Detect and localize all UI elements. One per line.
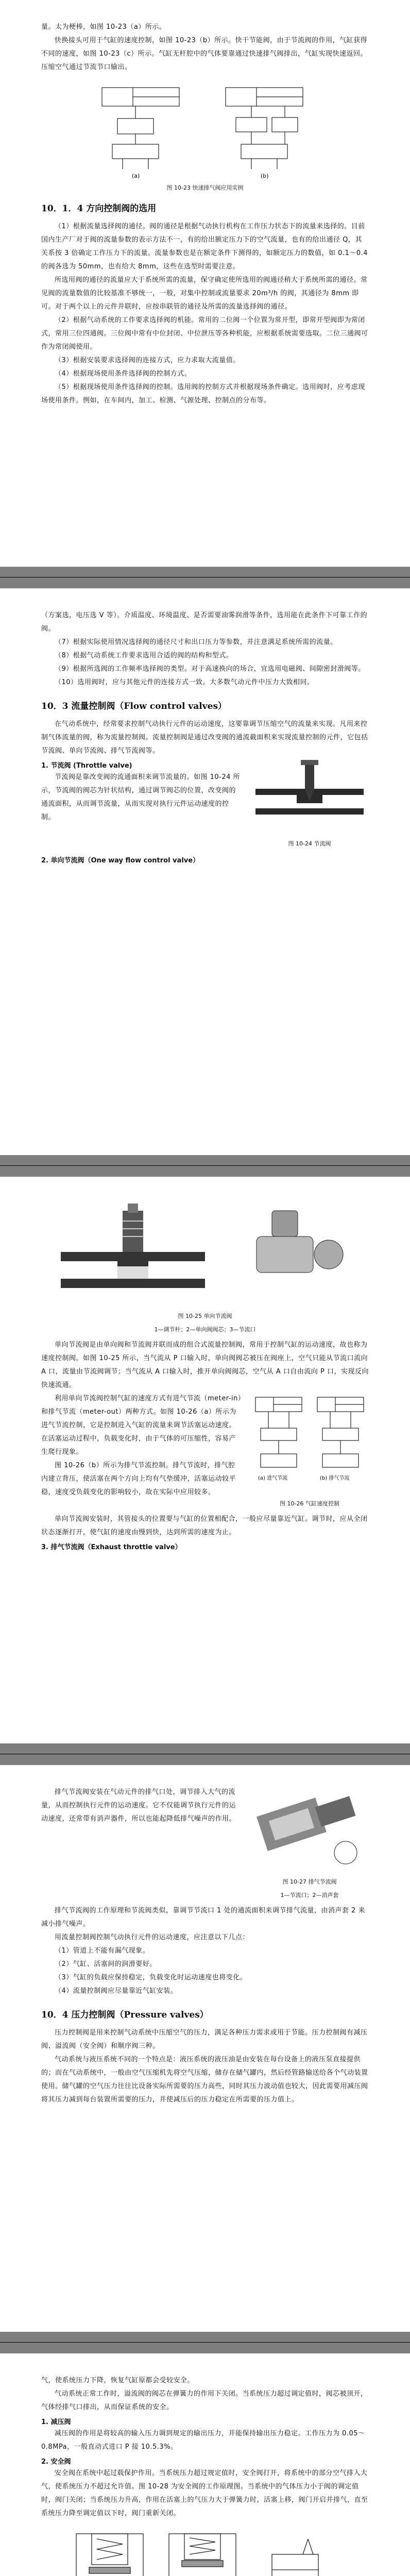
body-text: 利用单向节流阀控制气缸的速度方式有进气节流（meter-in）和排气节流（meter-out）两种方式。如图 10-26（a）所示为进气节流控制，它是控制进入气缸的流量来调节活塞运动速度。在活塞运动过程中，负载变化时，由于气体的可压缩性，容易产生爬行现象。 [41, 1395, 242, 1456]
body-text: 排气节流阀的工作原理和节流阀类似，靠调节节流口 1 处的通流面积来调节排气流量，由消声套 2 来减小排气噪声。 [41, 1907, 366, 1928]
figure-safety-valve [61, 2523, 349, 2576]
body-text: （8）根据气动系统工作要求选用合适的阀的结构和型式。 [55, 652, 233, 659]
safety-valve-diagram [61, 2523, 349, 2576]
body-text: 所选用阀的通径的流量应大于系统所需的流量，保守确定使所选用的阀通径稍大于系统所需的通径。常见阀的流量数值的比较基准不够统一，一般，对集中控制或流量要求 20m³/h 的阀，其通径为 8mm 即可。对于两个以上的元件并联时，应按串联管的通径及所需的流量选择阀的通径。 [41, 276, 368, 311]
body-text: （5）根据现场使用条件选择阀的控制。选用阀的控制方式并根据现场条件确定。选用阀时，应考虑现场使用条件。例如，在车间内，加工、检测、气源处理、控制点的分布等。 [41, 383, 365, 404]
body-text: （4）根据现场使用条件选择阀的控制方式。 [55, 370, 192, 378]
subsection-heading: 2. 单向节流阀（One way flow control valve） [41, 857, 200, 865]
page-2 [0, 588, 410, 1155]
fig-label-b: (b) 排气节流 [320, 1476, 350, 1481]
figure-caption: 图 10-27 排气节流阀 [282, 1878, 337, 1885]
body-text: 安全阀在系统中起过载保护作用。当系统压力超过规定值时，安全阀打开，将系统中的部分空气排入大气，使系统压力不超过允许值。图 10-28 为安全阀的工作原理图。当系统中的气体压力小于阀的调定值时，阀门关闭；当系统压力升高，作用在活塞上的气压力大于弹簧力时，活塞上移，阀门开启并排气，直至系统压力降至调定值以下时，阀门重新关闭。 [41, 2469, 368, 2517]
body-text: （方案选，电压选 V 等）。介质温度、环境温度、是否需要油雾润滑等条件，选用能在此条件下可靠工作的阀。 [41, 612, 368, 633]
page-1 [0, 0, 410, 567]
body-text: 气，使系统压力下降，恢复气缸原都会受较安全。 [41, 2377, 195, 2384]
figure-subcaption: 1—节流口；2—消声套 [280, 1892, 339, 1899]
body-text: 节流阀是靠改变阀的流通面积来调节流量的。如图 10-24 所示，节流阀的阀芯为针状结构，通过调节阀芯的位置，改变阀的通流面积，从而调节流量，从而实现对执行元件运动速度的控制。 [41, 773, 241, 821]
body-text: （2）根据气动系统的工作要求选择阀的机能。常用的二位阀一个位置为常开型，即常开型阀即为常闭式，常用三位四通阀。三位阀中常有中位封闭、中位泄压等各种机能，应根据系统需要选取。二位三通阀可作为常闭阀使用。 [41, 316, 368, 351]
subsection-heading: 2. 安全阀 [41, 2458, 71, 2466]
body-text: 压力控制阀是用来控制气动系统中压缩空气的压力，满足各种压力需求或用于节能。压力控制阀有减压阀、溢流阀（安全阀）和顺序阀三种。 [41, 2029, 368, 2050]
figure-quick-exhaust [87, 77, 323, 180]
body-text: 单向节流阀是由单向阀和节流阀并联而成的组合式流量控制阀，常用于控制气缸的运动速度，故也称为速度控制阀。如图 10-25 所示，当气流从 P 口输入时，单向阀阀芯被压在阀座上，空气只能从节流口流向 A 口，流量由节流阀调节；当气流从 A 口输入时，推开单向阀阀芯，空气从 A 口自由流向 P 口，实现反向快速流通。 [41, 1341, 369, 1389]
list-item: （4）流量控制阀应尽量靠近气缸安装。 [55, 1987, 178, 1995]
list-item: （2）气缸、活塞间的润滑要好。 [55, 1960, 157, 1968]
page-divider [0, 577, 410, 578]
page-3 [0, 1177, 410, 1743]
body-text: （1）根据流量选择阀的通径。阀的通径是根据气动执行机构在工作压力状态下的流量来选择的。目前国内生产厂对于阀的流量参数的表示方法不一，有的给出额定压力下的空气流量，也有的给出通径 Q，其关系按 3 倍确定工作压力下的流量。流量参数也是在额定条件下测得的，如额定压力的数值，如 0.1～0.4 的阀各选为 50mm，也有给大 8mm，这些在选型时需要注意。 [41, 223, 368, 270]
quick-exhaust-diagram [87, 77, 323, 180]
fig-label-b: (b) [261, 173, 269, 179]
body-text: 减压阀的作用是将较高的输入压力调到规定的输出压力，并能保持输出压力稳定。工作压力为 0.05～0.8MPa，一般直动式进口 P 接 10.5.3%。 [41, 2430, 365, 2451]
body-text: 用流量控制阀控制气动执行元件的运动速度，应注意以下几点： [55, 1934, 250, 1941]
text-figure-row [41, 758, 369, 853]
list-item: （1）管道上不能有漏气现象。 [55, 1947, 150, 1955]
subsection-heading: 1. 节流阀 (Throttle valve) [41, 762, 132, 770]
body-text: （7）根据实际使用情况选择阀的通径尺寸和出口压力等参数，并注意满足系统所需的流量。 [55, 638, 337, 646]
body-text: （10）选用阀时，应与其他元件的连接方式一致。大多数气动元件中压力大致相同。 [55, 679, 314, 686]
text-figure-row [41, 1786, 369, 1904]
body-text: 图 10-26（b）所示为排气节流控制。排气节流时，排气腔内建立背压，使活塞在两个方向上均有气垫缓冲，活塞运动较平稳，速度受负载变化的影响较小，故在实际中应用较多。 [41, 1462, 236, 1496]
body-text: 在气动系统中，经常要求控制气动执行元件的运动速度，这要靠调节压缩空气的流量来实现。凡用来控制气体流量的阀，称为流量控制阀。流量控制阀是通过改变阀的通流截面积来实现流量控制的元件，它包括节流阀、单向节流阀、排气节流阀等。 [41, 720, 368, 755]
figure-caption: 图 10-26 气缸速度控制 [280, 1500, 339, 1507]
section-heading: 10．1．4 方向控制阀的选用 [41, 204, 157, 214]
subsection-heading: 1. 减压阀 [41, 2418, 71, 2426]
cylinder-speed-diagram [250, 1392, 369, 1495]
figure-caption: 图 10-25 单向节流阀 [178, 1313, 232, 1319]
figure-caption: 图 10-23 快速排气阀应用实例 [166, 184, 244, 191]
fig-label-a: (a) 进气节流 [258, 1476, 288, 1481]
page-divider [0, 2342, 410, 2343]
list-item: （3）气缸的负载应保持稳定，负载变化时运动速度也将变化。 [55, 1974, 247, 1981]
body-text: 量。太为梗棒，如图 10-23（a）所示。 [41, 23, 166, 31]
one-way-throttle-diagram [50, 1200, 360, 1309]
section-heading: 10．3 流量控制阀（Flow control valves） [41, 701, 227, 711]
text-figure-row [41, 1392, 369, 1513]
figure-subcaption: 1—调节杆；2—单向阀阀芯；3—节流口 [154, 1326, 256, 1333]
body-text: 气动系统正常工作时，溢流阀的阀芯在弹簧力的作用下关闭。当系统压力超过调定值时，阀芯被顶开，气体经排气口排出，从而保证系统的安全。 [41, 2390, 368, 2411]
exhaust-throttle-diagram [250, 1786, 369, 1873]
body-text: 气动系统与液压系统不同的一个特点是：液压系统的液压油是由安装在每台设备上的液压泵直接提供的；而在气动系统中，一般由空气压缩机先将空气压缩，储存在储气罐内，然后经管路输送给各个气动装置使用。储气罐的空气压力往往比设备实际所需要的压力高些，同时其压力波动值也较大，因此需要用减压阀将其压力减到每台装置所需要的压力，并使减压后的压力稳定在所需要的压力值上。 [41, 2056, 368, 2104]
fig-label-a: (a) [132, 173, 140, 179]
figure-one-way-valve [50, 1200, 360, 1309]
body-text: 快换接头可用于气缸的速度控制，如图 10-23（b）所示。快干节能阀，由于节流阀的作用，气缸获得不同的速度，如图 10-23（c）所示。气缸无杆腔中的气体要靠通过快速排气阀排出，气缸实现快速返回。压缩空气通过节流节口输出。 [41, 37, 368, 71]
page-5 [0, 2353, 410, 2576]
page-4 [0, 1765, 410, 2332]
figure-caption: 图 10-24 节流阀 [288, 840, 331, 847]
body-text: 单向节流阀安装时，其管接头的位置要与气缸的位置相配合，一般应尽量靠近气缸。调节时，应从全闭状态逐渐打开，使气缸的速度由慢到快，达到所需的速度为止。 [41, 1515, 368, 1536]
body-text: 排气节流阀安装在气动元件的排气口处，调节排入大气的流量，从而控制执行元件的运动速度。它不仅能调节执行元件的运动速度，还常带有消声器件，所以也能起降低排气噪声的作用。 [41, 1788, 236, 1823]
page-divider [0, 1165, 410, 1166]
section-heading: 10．4 压力控制阀（Pressure valves） [41, 2010, 209, 2020]
subsection-heading: 3. 排气节流阀（Exhaust throttle valve） [41, 1544, 182, 1551]
throttle-valve-diagram [250, 758, 369, 835]
body-text: （9）根据所选阀的工作频率选择阀的类型。对于高速换向的场合，宜选用电磁阀、间隙密封滑阀等。 [55, 665, 365, 673]
body-text: （3）根据安装要求选择阀的连接方式，应力求取大流量值。 [55, 357, 240, 364]
